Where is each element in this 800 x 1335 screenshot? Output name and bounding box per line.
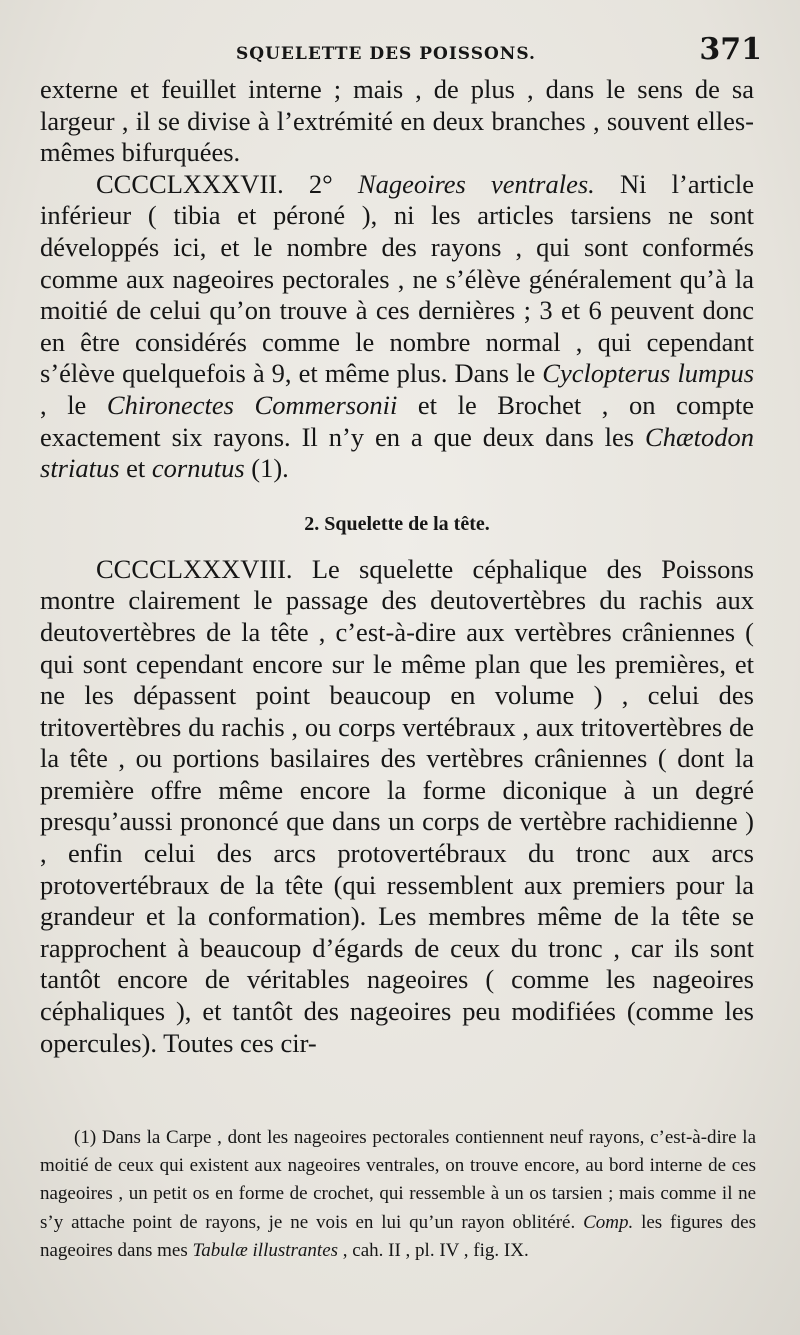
running-head: SQUELETTE DES POISSONS. xyxy=(236,44,536,64)
italic-text: Cyclopterus lumpus xyxy=(542,358,755,389)
page-header xyxy=(40,32,762,74)
text-run: (1) Dans la Carpe , dont les nageoires pectorales contiennent neuf rayons, c’est-à-dire la moitié de ceux qui existent aux nageoires ventrales, on trouve encore, au bord interne de ces nageoires , un petit os en forme de crochet, qui ressemble à un os tarsien ; mais comme il ne s’y attache point de rayons, je ne vois en lui qu’un rayon oblitéré. xyxy=(40,1127,756,1233)
page-number: 371 xyxy=(699,32,762,67)
text-run: les figures des nageoires dans mes xyxy=(40,1211,756,1261)
text-run: et xyxy=(119,453,152,484)
paragraph-continuation xyxy=(40,74,754,169)
text-run: (1). xyxy=(244,453,289,484)
text-run: , cah. II , pl. IV , fig. IX. xyxy=(338,1239,529,1261)
body-text xyxy=(40,74,754,485)
footnote-1 xyxy=(40,1124,756,1265)
paragraph-cccclxxxvii xyxy=(40,169,754,485)
footnotes xyxy=(40,1124,756,1265)
text-run: CCCCLXXXVII. 2° xyxy=(96,168,358,199)
italic-text: Chætodon striatus xyxy=(40,421,754,484)
text-run: externe et feuillet interne ; mais , de plus , dans le sens de sa largeur , il se divise à l’extrémité en deux branches , souvent elles-mêmes bifurquées. xyxy=(40,74,754,168)
text-run: CCCCLXXXVIII. Le squelette céphalique des Poissons montre clairement le passage des deutovertèbres du rachis aux deutovertèbres de la tête , c’est-à-dire aux vertèbres crâniennes ( qui sont cependant encore sur le même plan que les premières, et ne les dépassent point beaucoup en volume ) , celui des tritovertèbres du rachis , ou corps vertébraux , aux tritovertèbres de la tête , ou portions basilaires des vertèbres crâniennes ( dont la première offre même encore la forme diconique à un degré presqu’aussi prononcé que dans un corps de vertèbre rachidienne ) , enfin celui des arcs protovertébraux du tronc aux arcs protovertébraux de la tête (qui ressemblent aux premiers pour la grandeur et la conformation). Les membres même de la tête se rapprochent à beaucoup d’égards de ceux du tronc , car ils sont tantôt encore de véritables nageoires ( comme les nageoires céphaliques ), et tantôt des nageoires peu modifiées (comme les opercules). Toutes ces cir- xyxy=(40,553,754,1058)
italic-text: Nageoires ventrales. xyxy=(357,168,595,199)
italic-text: Chironectes Commersonii xyxy=(106,389,398,420)
text-run: et le Brochet , on compte exactement six rayons. Il n’y en a que deux dans les xyxy=(40,389,755,452)
italic-text: Comp. xyxy=(583,1211,634,1233)
italic-text: Tabulæ illustrantes xyxy=(192,1239,339,1261)
text-run: , le xyxy=(40,389,107,420)
body-text-2 xyxy=(40,554,754,1060)
paragraph-cccclxxxviii xyxy=(40,554,754,1060)
italic-text: cornutus xyxy=(151,453,245,484)
text-run: Ni l’article inférieur ( tibia et péroné ), ni les articles tarsiens ne sont développés ici, et le nombre des rayons , qui sont conformés comme aux nageoires pectorales , ne s’élève généralement qu’à la moitié de celui qu’on trouve à ces dernières ; 3 et 6 peuvent donc en être considérés comme le nombre normal , qui cependant s’élève quelquefois à 9, et même plus. Dans le xyxy=(40,168,755,389)
section-heading: 2. Squelette de la tête. xyxy=(304,512,490,535)
